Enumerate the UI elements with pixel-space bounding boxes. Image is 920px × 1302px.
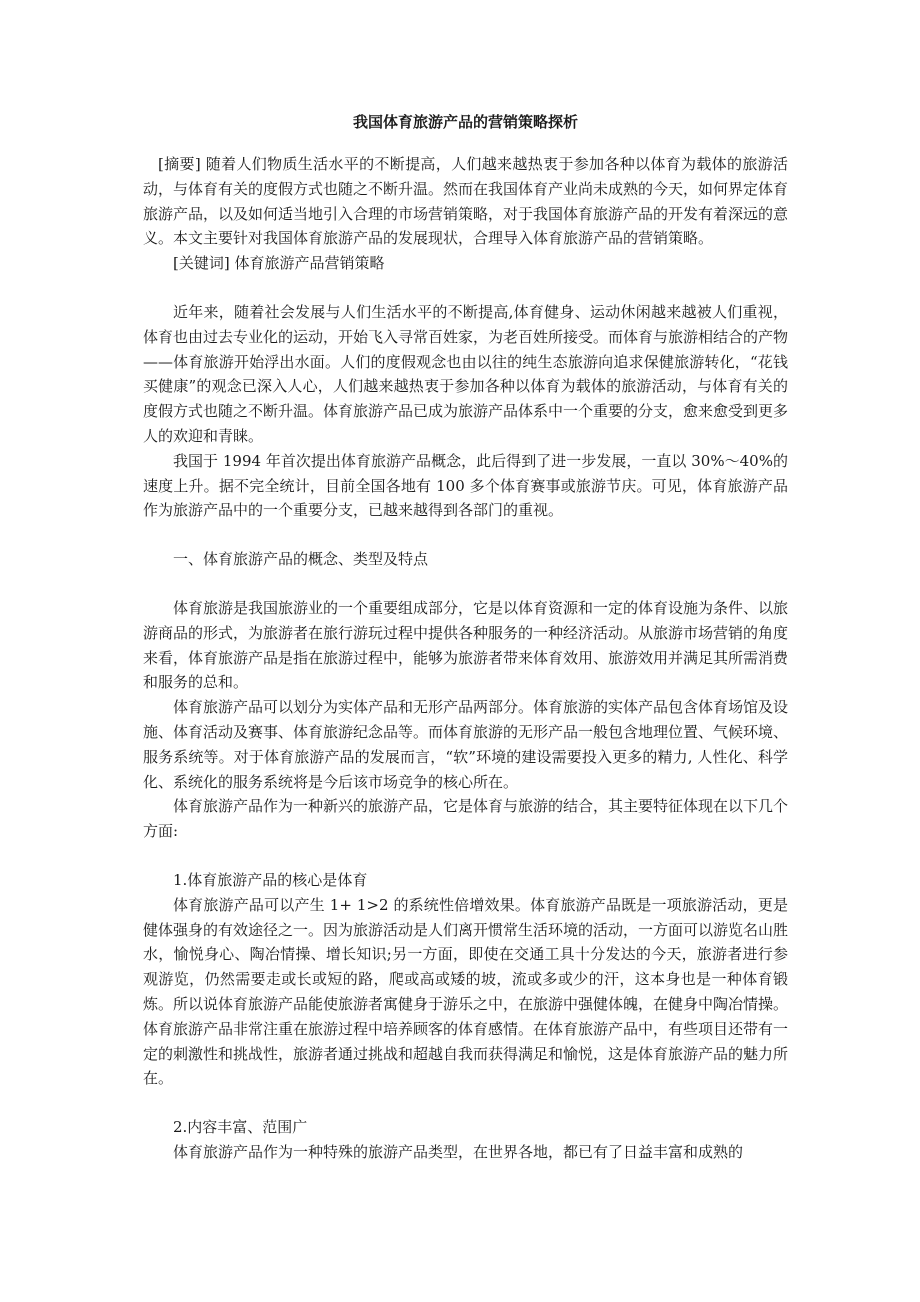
point-1-paragraph: 体育旅游产品可以产生 1+ 1>2 的系统性倍增效果。体育旅游产品既是一项旅游活动，更是健体强身的有效途径之一。因为旅游活动是人们离开惯常生活环境的活动，一方面可以游览名山胜水，愉悦身心、陶冶情操、增长知识;另一方面，即使在交通工具十分发达的今天，旅游者进行参观游览，仍然需要走或长或短的路，爬或高或矮的坡，流或多或少的汗，这本身也是一种体育锻炼。所以说体育旅游产品能使旅游者寓健身于游乐之中，在旅游中强健体魄，在健身中陶冶情操。体育旅游产品非常注重在旅游过程中培养顾客的体育感情。在体育旅游产品中，有些项目还带有一定的刺激性和挑战性，旅游者通过挑战和超越自我而获得满足和愉悦，这是体育旅游产品的魅力所在。 xyxy=(143,895,789,1088)
section-1-paragraph-1: 体育旅游是我国旅游业的一个重要组成部分，它是以体育资源和一定的体育设施为条件、以旅游商品的形式，为旅游者在旅行游玩过程中提供各种服务的一种经济活动。从旅游市场营销的角度来看，体育旅游产品是指在旅游过程中，能够为旅游者带来体育效用、旅游效用并满足其所需消费和服务的总和。 xyxy=(143,598,789,692)
document-title: 我国体育旅游产品的营销策略探析 xyxy=(352,113,578,131)
section-1-heading: 一、体育旅游产品的概念、类型及特点 xyxy=(173,550,429,569)
point-2-paragraph: 体育旅游产品作为一种特殊的旅游产品类型，在世界各地，都已有了日益丰富和成熟的 xyxy=(173,1142,744,1161)
section-1-paragraph-3: 体育旅游产品作为一种新兴的旅游产品，它是体育与旅游的结合，其主要特征体现在以下几个方面: xyxy=(143,797,789,841)
point-2-heading: 2.内容丰富、范围广 xyxy=(173,1118,308,1137)
abstract: [摘要] 随着人们物质生活水平的不断提高，人们越来越热衷于参加各种以体育为载体的旅游活动，与体育有关的度假方式也随之不断升温。然而在我国体育产业尚未成熟的今天，如何界定体育旅游产品，以及如何适当地引入合理的市场营销策略，对于我国体育旅游产品的开发有着深远的意义。本文主要针对我国体育旅游产品的发展现状，合理导入体育旅游产品的营销策略。 xyxy=(143,155,789,248)
intro-paragraph-2: 我国于 1994 年首次提出体育旅游产品概念，此后得到了进一步发展，一直以 30%～40%的速度上升。据不完全统计，目前全国各地有 100 多个体育赛事或旅游节庆。可见，体育旅游产品作为旅游产品中的一个重要分支，已越来越得到各部门的重视。 xyxy=(143,451,788,520)
intro-paragraph-1: 近年来，随着社会发展与人们生活水平的不断提高,体育健身、运动休闲越来越被人们重视，体育也由过去专业化的运动，开始飞入寻常百姓家，为老百姓所接受。而体育与旅游相结合的产物——体育旅游开始浮出水面。人们的度假观念也由以往的纯生态旅游向追求保健旅游转化，“花钱买健康”的观念已深入人心，人们越来越热衷于参加各种以体育为载体的旅游活动，与体育有关的度假方式也随之不断升温。体育旅游产品已成为旅游产品体系中一个重要的分支，愈来愈受到更多人的欢迎和青睐。 xyxy=(143,302,789,445)
keywords: [关键词] 体育旅游产品营销策略 xyxy=(173,254,385,273)
point-1-heading: 1.体育旅游产品的核心是体育 xyxy=(173,870,368,889)
spacer xyxy=(143,276,788,300)
section-1-paragraph-2: 体育旅游产品可以划分为实体产品和无形产品两部分。体育旅游的实体产品包含体育场馆及设施、体育活动及赛事、体育旅游纪念品等。而体育旅游的无形产品一般包含地理位置、气候环境、服务系统等。对于体育旅游产品的发展而言，“软”环境的建设需要投入更多的精力, 人性化、科学化、系统化的服务系统将是今后该市场竞争的核心所在。 xyxy=(143,698,789,791)
document-page xyxy=(143,112,788,1165)
